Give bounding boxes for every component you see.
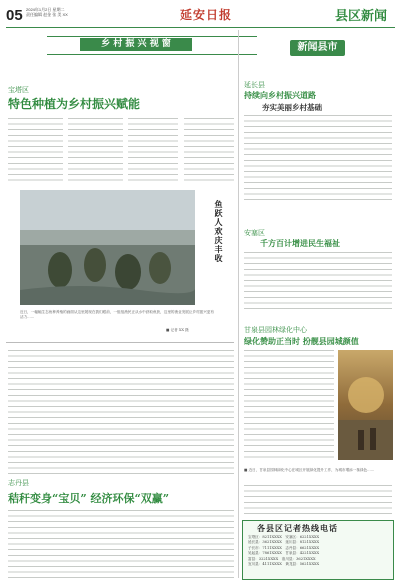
issue-date-block: [26, 7, 68, 17]
article-body: [244, 350, 334, 460]
story-kicker: 宝塔区: [8, 86, 29, 94]
hotline-entry: 宝塔区：8211XXXX: [248, 535, 282, 539]
hotline-entry: 黄龙县：5621XXXX: [285, 562, 320, 567]
story-kicker: 志丹县: [8, 479, 29, 487]
article-body-col: [128, 118, 178, 183]
photo-credit: ■ 记者 XX 摄: [166, 328, 189, 332]
photo-caption: 近日，一幅幅生态鱼种养殖的画面从这里展现在我们眼前，一组组渔民正从水中获取鱼获，这里的渔业发展让乡村振兴更有活力……: [20, 310, 215, 319]
story-headline: 秸秆变身“宝贝” 经济环保“双赢”: [8, 492, 170, 505]
hotline-entry: 富县：3221XXXX: [248, 556, 279, 561]
hotline-entry: 子长市：7111XXXX: [248, 545, 282, 550]
article-body: [8, 510, 234, 578]
article-body: [244, 252, 392, 312]
hotline-entry: 洛川县：3621XXXX: [281, 556, 316, 561]
fishing-photo: [20, 190, 195, 305]
section-title: 县区新闻: [335, 9, 388, 24]
article-body: [244, 115, 392, 200]
article-body-col: [184, 118, 234, 183]
article-body: [244, 485, 392, 515]
hotline-entry: 延川县：8121XXXX: [285, 540, 320, 545]
page-number: 05: [6, 7, 23, 24]
hotline-entry: 吴起县：7861XXXX: [248, 551, 282, 556]
issue-date-line: 2024年1月2日 星期二: [26, 7, 65, 12]
photo-illustration: [20, 190, 195, 305]
editor-line: 责任编辑 赵金 张 美 XX: [26, 12, 68, 17]
photo-caption: ■ 近日，甘泉县园林绿化中心在城区开展绿化提升工作，为城市增添一抹绿色……: [244, 468, 375, 472]
story-subheadline: 夯实美丽乡村基础: [262, 103, 322, 112]
story-kicker: 延长县: [244, 81, 265, 89]
column-divider: [238, 30, 239, 578]
header-rule: [6, 27, 395, 28]
hotline-entry: 甘泉县：4221XXXX: [285, 551, 320, 556]
hotline-entry: 宜川县：4111XXXX: [248, 562, 282, 567]
hotline-list: [248, 535, 388, 567]
section-banner: 乡 村 振 兴 视 窗: [80, 38, 192, 51]
divider: [6, 342, 234, 343]
hotline-row: [248, 562, 388, 567]
story-headline: 特色种植为乡村振兴赋能: [8, 97, 141, 111]
hotline-entry: 安塞区：6221XXXX: [285, 535, 320, 539]
hotline-panel-title: 各县区记者热线电话: [257, 523, 338, 533]
story-kicker: 安塞区: [244, 229, 265, 237]
hotline-entry: 延长县：3621XXXX: [248, 540, 282, 545]
article-body-col: [8, 118, 63, 183]
article-body: [8, 350, 234, 475]
story-headline: 绿化赞助正当时 扮靓县园城颜值: [244, 336, 359, 346]
hotline-entry: 志丹县：6621XXXX: [285, 545, 320, 550]
photo-illustration: [338, 350, 393, 460]
story-headline: 千方百计增进民生福祉: [260, 238, 340, 248]
story-headline: 持续向乡村振兴道路: [244, 90, 316, 100]
vertical-photo-title: 鱼跃人欢庆丰收: [214, 200, 224, 263]
masthead: 延安日报: [180, 8, 233, 22]
story-kicker: 甘泉县园林绿化中心: [244, 326, 307, 334]
news-label-box: 新闻县市: [290, 40, 345, 56]
article-body-col: [68, 118, 123, 183]
gardening-photo: [338, 350, 393, 460]
